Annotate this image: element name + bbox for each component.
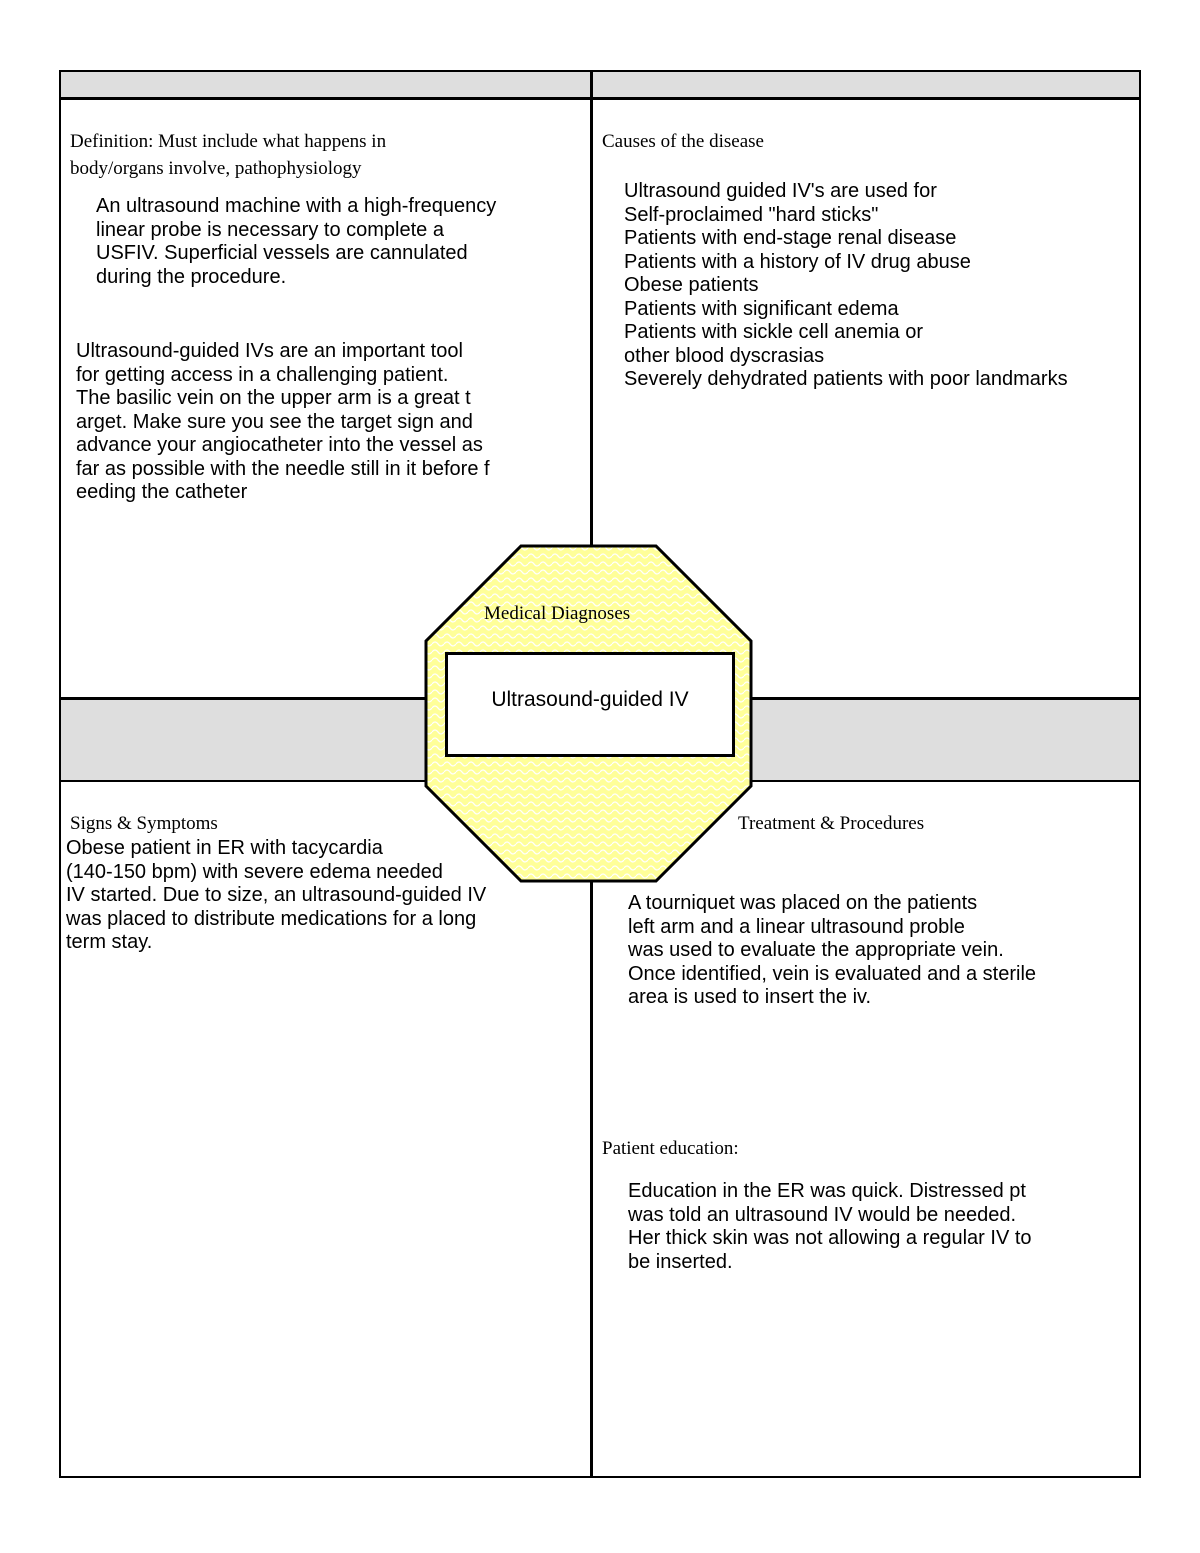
diagnosis-label: Medical Diagnoses <box>484 603 631 624</box>
causes-heading: Causes of the disease <box>602 131 764 152</box>
signs-text: Obese patient in ER with tacycardia (140-150 bpm) with severe edema needed IV started. Due to size, an ultrasound-guided IV was placed to distribute medications for a long term stay. <box>66 837 487 953</box>
definition-paragraph-1: An ultrasound machine with a high-frequency linear probe is necessary to complete a USFIV. Superficial vessels are cannulated during the procedure. <box>96 195 497 288</box>
signs-heading: Signs & Symptoms <box>70 813 218 834</box>
definition-paragraph-2: Ultrasound-guided IVs are an important tool for getting access in a challenging patient. The basilic vein on the upper arm is a great t arget. Make sure you see the target sign and advance your angiocatheter into the vessel as far as possible with the needle still in it before f eeding the catheter <box>76 340 490 503</box>
definition-heading: Definition: Must include what happens in body/organs involve, pathophysiology <box>70 131 387 179</box>
causes-list: Ultrasound guided IV's are used for Self-proclaimed "hard sticks" Patients with end-stage renal disease Patients with a history of IV drug abuse Obese patients Patients with significant edema Patients with sickle cell anemia or other blood dyscrasias Severely dehydrated patients with poor landmarks <box>624 180 1068 390</box>
treatment-heading: Treatment & Procedures <box>738 813 925 834</box>
diagnosis-value: Ultrasound-guided IV <box>491 688 689 711</box>
education-text: Education in the ER was quick. Distressed pt was told an ultrasound IV would be needed. Her thick skin was not allowing a regular IV to be inserted. <box>628 1180 1032 1273</box>
treatment-text: A tourniquet was placed on the patients left arm and a linear ultrasound proble was used to evaluate the appropriate vein. Once identified, vein is evaluated and a sterile area is used to insert the iv. <box>628 892 1037 1008</box>
education-heading: Patient education: <box>602 1138 739 1159</box>
diagnosis-box <box>445 652 735 757</box>
